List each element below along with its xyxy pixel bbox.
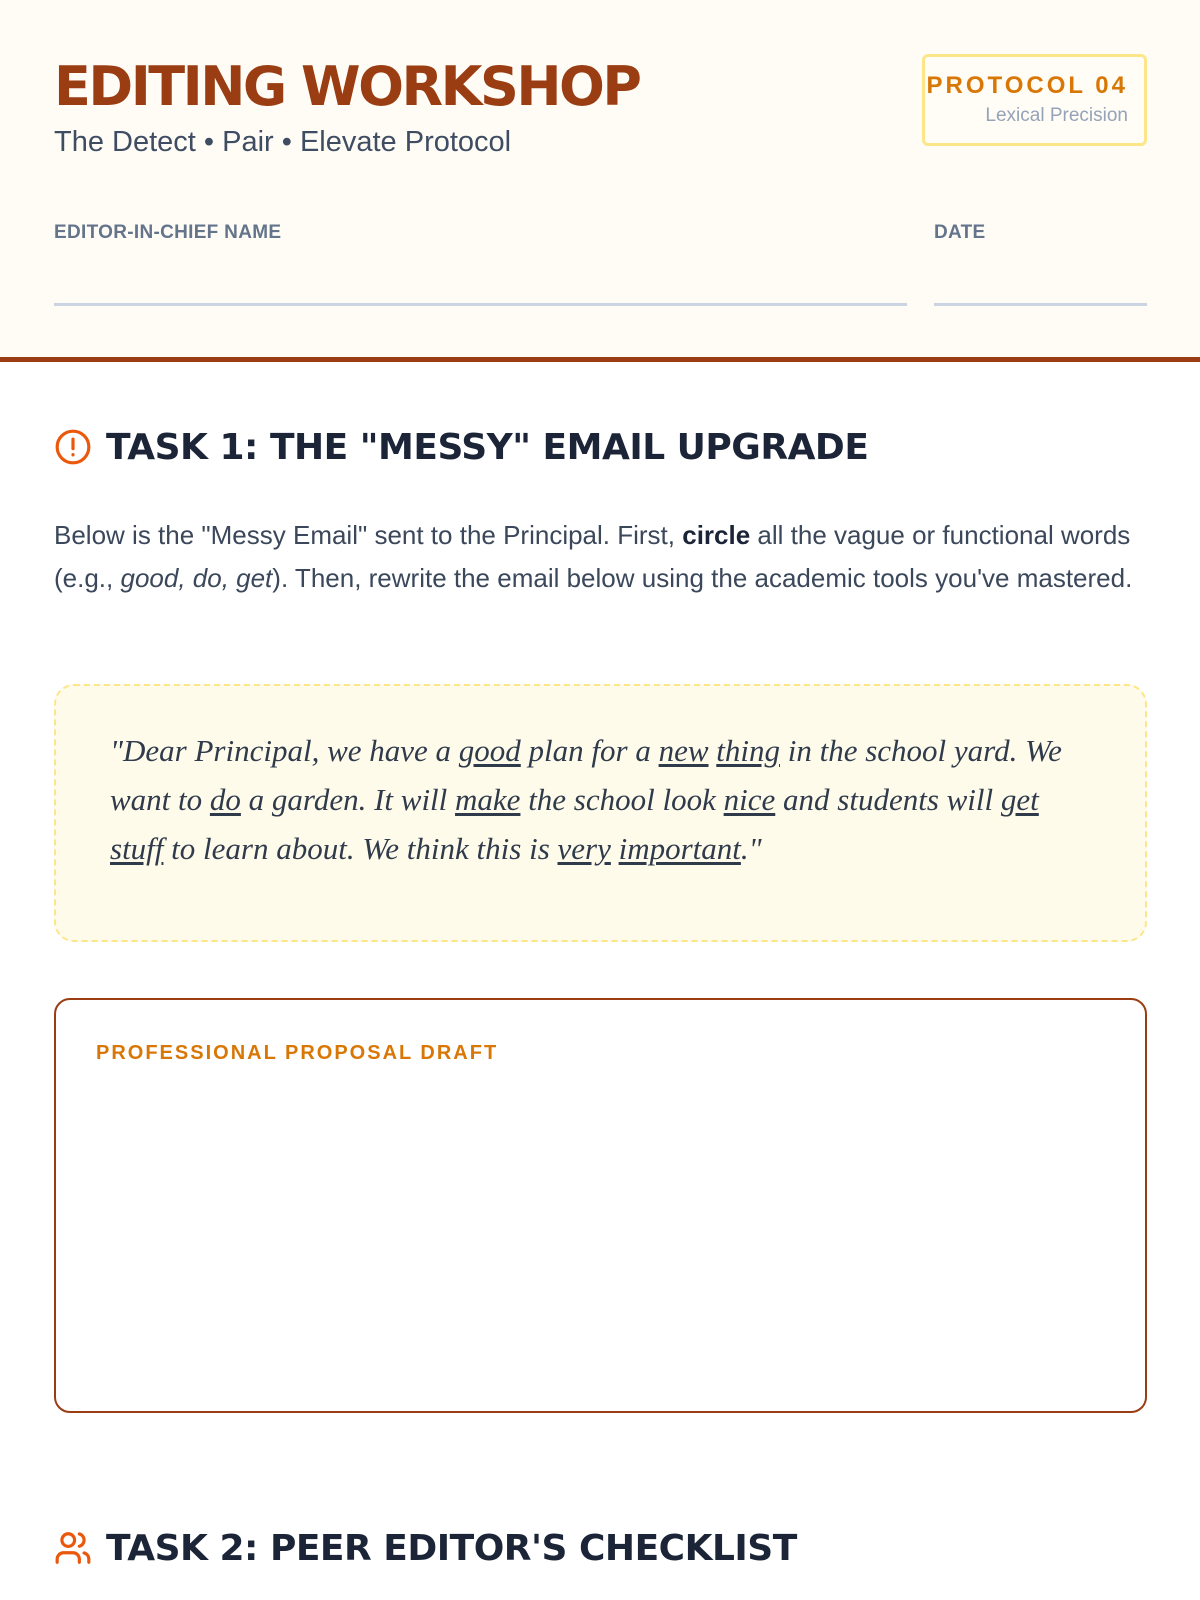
vague-word[interactable]: important	[618, 831, 741, 866]
page-subtitle: The Detect • Pair • Elevate Protocol	[54, 126, 512, 158]
proposal-draft-box[interactable]	[54, 998, 1147, 1413]
date-field-label: DATE	[934, 222, 986, 243]
email-text-segment: ."	[740, 831, 762, 866]
protocol-code: PROTOCOL 04	[926, 72, 1128, 99]
instructions-bold: circle	[682, 520, 751, 550]
email-text-segment: a garden. It will	[240, 782, 456, 817]
task1-instructions	[54, 514, 1154, 600]
email-text-segment: the school look	[520, 782, 724, 817]
email-text-segment: "Dear Principal, we have a	[110, 733, 459, 768]
email-text-segment	[611, 831, 619, 866]
instructions-text: all the vague or functional words (e.g.,	[54, 520, 1131, 593]
vague-word[interactable]: stuff	[110, 831, 164, 866]
page-title: EDITING WORKSHOP	[54, 55, 640, 118]
task2-title: TASK 2: PEER EDITOR'S CHECKLIST	[106, 1527, 797, 1569]
name-field-line[interactable]	[54, 303, 907, 306]
alert-circle-icon	[54, 428, 92, 466]
vague-word[interactable]: very	[557, 831, 611, 866]
protocol-subtitle: Lexical Precision	[985, 105, 1128, 126]
instructions-text: ). Then, rewrite the email below using the academic tools you've mastered.	[272, 563, 1133, 593]
name-field-label: EDITOR-IN-CHIEF NAME	[54, 222, 282, 243]
worksheet-header	[0, 0, 1200, 362]
email-text-segment: to learn about. We think this is	[163, 831, 558, 866]
vague-word[interactable]: thing	[716, 733, 780, 768]
messy-email-text	[110, 726, 1090, 873]
email-text-segment: plan for a	[520, 733, 659, 768]
messy-email-box	[54, 684, 1147, 942]
task1-heading	[54, 423, 868, 471]
instructions-text: Below is the "Messy Email" sent to the Principal. First,	[54, 520, 683, 550]
task2-heading	[54, 1524, 797, 1572]
vague-word[interactable]: good	[458, 733, 521, 768]
vague-word[interactable]: make	[455, 782, 521, 817]
draft-label: PROFESSIONAL PROPOSAL DRAFT	[96, 1042, 499, 1064]
users-icon	[54, 1529, 92, 1567]
vague-word[interactable]: nice	[723, 782, 776, 817]
task1-title: TASK 1: THE "MESSY" EMAIL UPGRADE	[106, 426, 869, 468]
date-field-line[interactable]	[934, 303, 1147, 306]
vague-word[interactable]: new	[658, 733, 709, 768]
email-text-segment: and students will	[775, 782, 1001, 817]
email-text-segment: in the school yard. We want to	[110, 733, 1062, 817]
instructions-examples: good, do, get	[120, 563, 273, 593]
vague-word[interactable]: get	[1000, 782, 1039, 817]
protocol-badge	[922, 54, 1147, 146]
vague-word[interactable]: do	[209, 782, 241, 817]
